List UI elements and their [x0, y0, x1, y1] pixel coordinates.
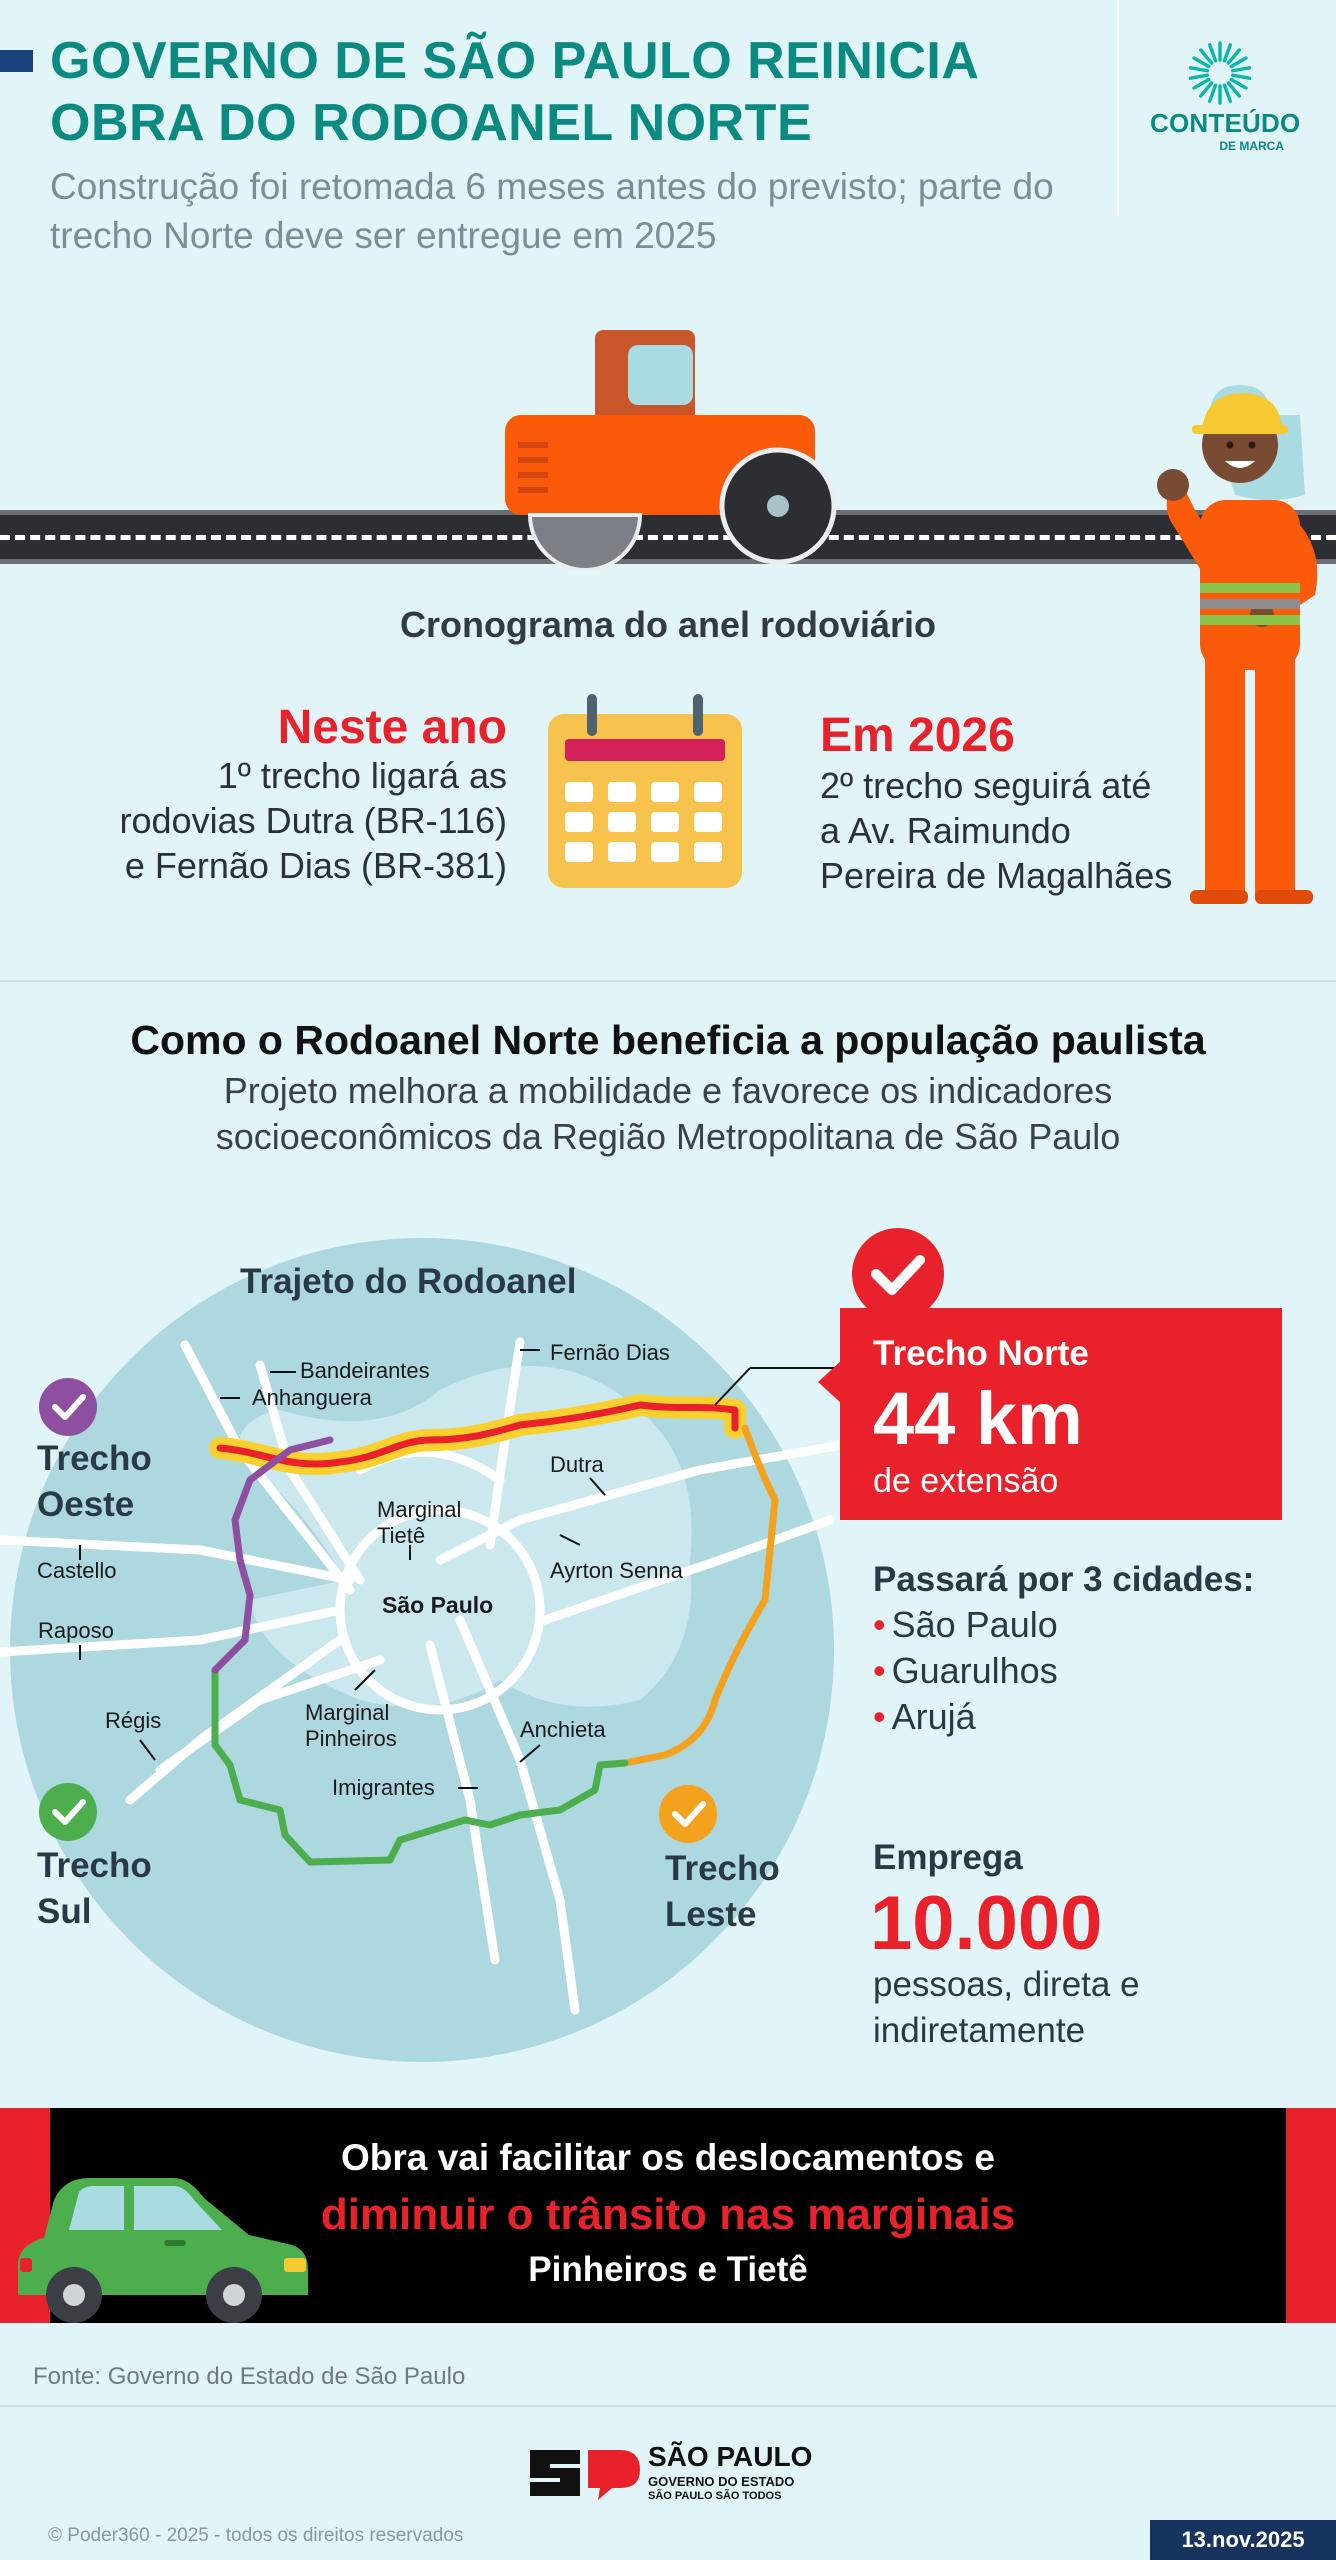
- trecho-leste-check-icon: [659, 1785, 717, 1843]
- road-roller-icon: [500, 320, 850, 570]
- map-label-dutra: Dutra: [550, 1452, 604, 1477]
- this-year-line: rodovias Dutra (BR-116): [119, 800, 507, 841]
- sunburst-icon: [1185, 40, 1255, 106]
- trecho-norte-check-icon: [850, 1226, 946, 1322]
- brand-name: CONTEÚDO: [1150, 108, 1301, 138]
- sp-logo-name: SÃO PAULO: [648, 2441, 813, 2472]
- trecho-norte-box-pointer: [818, 1360, 842, 1404]
- benefits-subtitle-line: socioeconômicos da Região Metropolitana de São Paulo: [215, 1116, 1121, 1157]
- sp-logo-slogan: SÃO PAULO SÃO TODOS: [648, 2490, 782, 2502]
- next-year-description: [820, 763, 1240, 898]
- car-icon: [14, 2170, 310, 2325]
- this-year-heading: Neste ano: [277, 701, 507, 754]
- conteudo-de-marca-logo: [1150, 40, 1301, 160]
- city-item: • São Paulo: [873, 1604, 1058, 1645]
- schedule-title: Cronograma do anel rodoviário: [399, 604, 937, 645]
- header-accent-bar: [0, 50, 33, 72]
- next-year-heading: Em 2026: [820, 709, 1015, 762]
- trecho-oeste-check-icon: [39, 1378, 97, 1436]
- map-label-imigrantes: Imigrantes: [332, 1775, 435, 1800]
- jobs-number: 10.000: [870, 1881, 1103, 1966]
- sp-logo-government: GOVERNO DO ESTADO: [648, 2474, 795, 2489]
- map-title: Trajeto do Rodoanel: [240, 1262, 577, 1301]
- this-year-description: [60, 753, 507, 888]
- copyright: © Poder360 - 2025 - todos os direitos reservados: [48, 2525, 464, 2546]
- next-year-line: a Av. Raimundo: [820, 810, 1071, 851]
- cities-title: Passará por 3 cidades:: [873, 1560, 1255, 1599]
- map-label-anhanguera: Anhanguera: [252, 1385, 372, 1410]
- map-label-ayrton-senna: Ayrton Senna: [550, 1558, 683, 1583]
- map-label-marginal-pinheiros: Marginal Pinheiros: [305, 1700, 397, 1751]
- map-label-castello: Castello: [37, 1558, 117, 1583]
- trecho-sul-check-icon: [39, 1783, 97, 1841]
- bullet-icon: •: [873, 1650, 886, 1691]
- page-title: GOVERNO DE SÃO PAULO REINICIA OBRA DO RODOANEL NORTE: [50, 32, 978, 152]
- trecho-oeste-label: Trecho Oeste: [37, 1439, 152, 1524]
- benefits-subtitle-line: Projeto melhora a mobilidade e favorece os indicadores: [223, 1070, 1113, 1111]
- section-divider: [0, 980, 1336, 982]
- trecho-leste-label: Trecho Leste: [665, 1849, 780, 1934]
- city-item: • Guarulhos: [873, 1650, 1058, 1691]
- jobs-description: pessoas, direta e indiretamente: [873, 1965, 1140, 2050]
- city-item: • Arujá: [873, 1696, 976, 1737]
- this-year-line: e Fernão Dias (BR-381): [124, 845, 507, 886]
- page-subtitle: Construção foi retomada 6 meses antes do previsto; parte do trecho Norte deve ser entregue em 2025: [50, 166, 1054, 256]
- date-badge: 13.nov.2025: [1150, 2520, 1336, 2560]
- map-label-raposo: Raposo: [38, 1618, 114, 1643]
- banner-line-1: Obra vai facilitar os deslocamentos e: [341, 2137, 995, 2178]
- trecho-norte-length: 44 km: [873, 1377, 1083, 1460]
- banner-line-3: Pinheiros e Tietê: [528, 2250, 808, 2289]
- map-label-regis: Régis: [105, 1708, 162, 1733]
- trecho-norte-length-caption: de extensão: [873, 1462, 1059, 1500]
- trecho-sul-label: Trecho Sul: [37, 1846, 152, 1931]
- banner-right-stripe: [1286, 2108, 1336, 2323]
- next-year-line: Pereira de Magalhães: [820, 855, 1173, 896]
- footer-divider: [0, 2405, 1336, 2407]
- map-label-fernao-dias: Fernão Dias: [550, 1340, 670, 1365]
- benefits-subtitle: [0, 1068, 1336, 1160]
- brand-sub: DE MARCA: [1219, 139, 1284, 153]
- calendar-icon: [545, 692, 745, 892]
- map-label-sao-paulo: São Paulo: [382, 1592, 494, 1618]
- source-note: Fonte: Governo do Estado de São Paulo: [33, 2363, 466, 2390]
- header-divider: [1117, 0, 1119, 216]
- jobs-label: Emprega: [873, 1838, 1023, 1877]
- this-year-line: 1º trecho ligará as: [217, 755, 507, 796]
- banner-line-2: diminuir o trânsito nas marginais: [320, 2190, 1016, 2239]
- bullet-icon: •: [873, 1604, 886, 1645]
- benefits-title: Como o Rodoanel Norte beneficia a população paulista: [130, 1017, 1206, 1063]
- trecho-norte-label: Trecho Norte: [873, 1334, 1089, 1373]
- bullet-icon: •: [873, 1696, 886, 1737]
- next-year-line: 2º trecho seguirá até: [820, 765, 1152, 806]
- map-label-anchieta: Anchieta: [520, 1717, 606, 1742]
- map-label-marginal-tiete: Marginal Tietê: [377, 1497, 462, 1548]
- map-label-bandeirantes: Bandeirantes: [300, 1358, 430, 1383]
